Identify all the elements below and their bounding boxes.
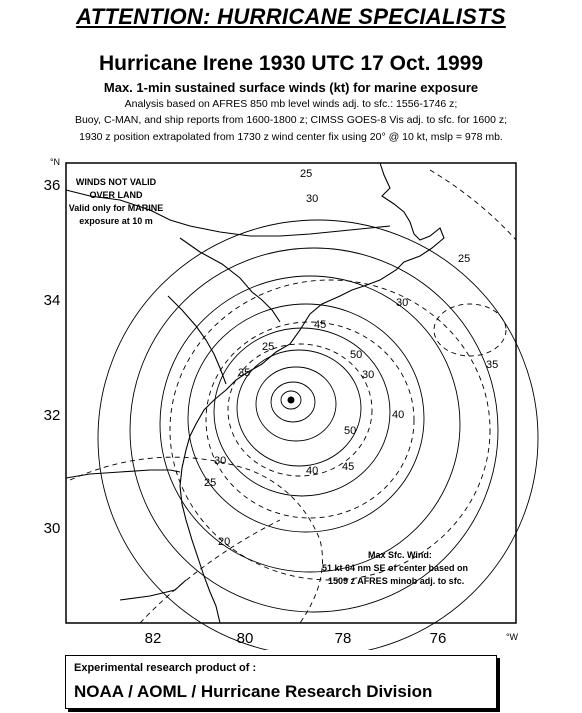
- contour-label: 25: [300, 168, 313, 180]
- lat-label-34: 34: [43, 292, 61, 309]
- contour-label: 35: [238, 367, 251, 379]
- contour-label: 30: [362, 369, 375, 381]
- footer-box: [65, 655, 497, 709]
- attention-heading: ATTENTION: HURRICANE SPECIALISTS: [76, 4, 506, 29]
- land-warning-line: Valid only for MARINE: [68, 203, 164, 213]
- contour-label: 25: [458, 253, 471, 265]
- contour-label: 50: [344, 425, 357, 437]
- contour-label: 45: [342, 461, 355, 473]
- lon-unit-label: °W: [505, 632, 519, 642]
- map-title: Hurricane Irene 1930 UTC 17 Oct. 1999: [98, 52, 484, 75]
- max-wind-line: 1509 z AFRES minob adj. to sfc.: [328, 576, 465, 586]
- footer-organization: NOAA / AOML / Hurricane Research Division: [74, 682, 433, 701]
- contour-label: 40: [392, 409, 405, 421]
- footer-credit-line: Experimental research product of :: [74, 662, 257, 674]
- lon-label-80: 80: [236, 630, 254, 647]
- lon-label-82: 82: [144, 630, 162, 647]
- contour-label: 30: [396, 297, 409, 309]
- analysis-note-3: 1930 z position extrapolated from 1730 z wind center fix using 20° @ 10 kt, mslp = 978 mb.: [79, 131, 503, 143]
- contour-label: 30: [214, 455, 227, 467]
- contour-label: 45: [314, 319, 327, 331]
- max-wind-line: 51 kt 64 nm SE of center based on: [322, 563, 469, 573]
- lat-label-30: 30: [43, 520, 61, 537]
- lon-label-76: 76: [429, 630, 447, 647]
- lat-label-32: 32: [43, 407, 61, 424]
- contour-label: 25: [204, 477, 217, 489]
- wind-analysis-map: [0, 150, 582, 650]
- contour-label: 30: [306, 193, 319, 205]
- lat-unit-label: °N: [49, 157, 61, 167]
- contour-label: 50: [350, 349, 363, 361]
- land-warning-line: exposure at 10 m: [79, 216, 153, 226]
- map-subtitle: Max. 1-min sustained surface winds (kt) for marine exposure: [103, 80, 479, 95]
- lat-label-36: 36: [43, 177, 61, 194]
- analysis-note-2: Buoy, C-MAN, and ship reports from 1600-1800 z; CIMSS GOES-8 Vis adj. to sfc. for 1600 z;: [74, 114, 508, 126]
- contour-label: 20: [218, 536, 231, 548]
- contour-label: 35: [486, 359, 499, 371]
- max-wind-line: Max Sfc. Wind:: [368, 550, 432, 560]
- contour-label: 40: [306, 465, 319, 477]
- land-warning-line: WINDS NOT VALID: [75, 177, 157, 187]
- storm-center-icon: [288, 397, 295, 404]
- contour-label: 25: [262, 341, 275, 353]
- land-warning-line: OVER LAND: [89, 190, 143, 200]
- analysis-note-1: Analysis based on AFRES 850 mb level winds adj. to sfc.: 1556-1746 z;: [124, 98, 458, 110]
- lon-label-78: 78: [334, 630, 352, 647]
